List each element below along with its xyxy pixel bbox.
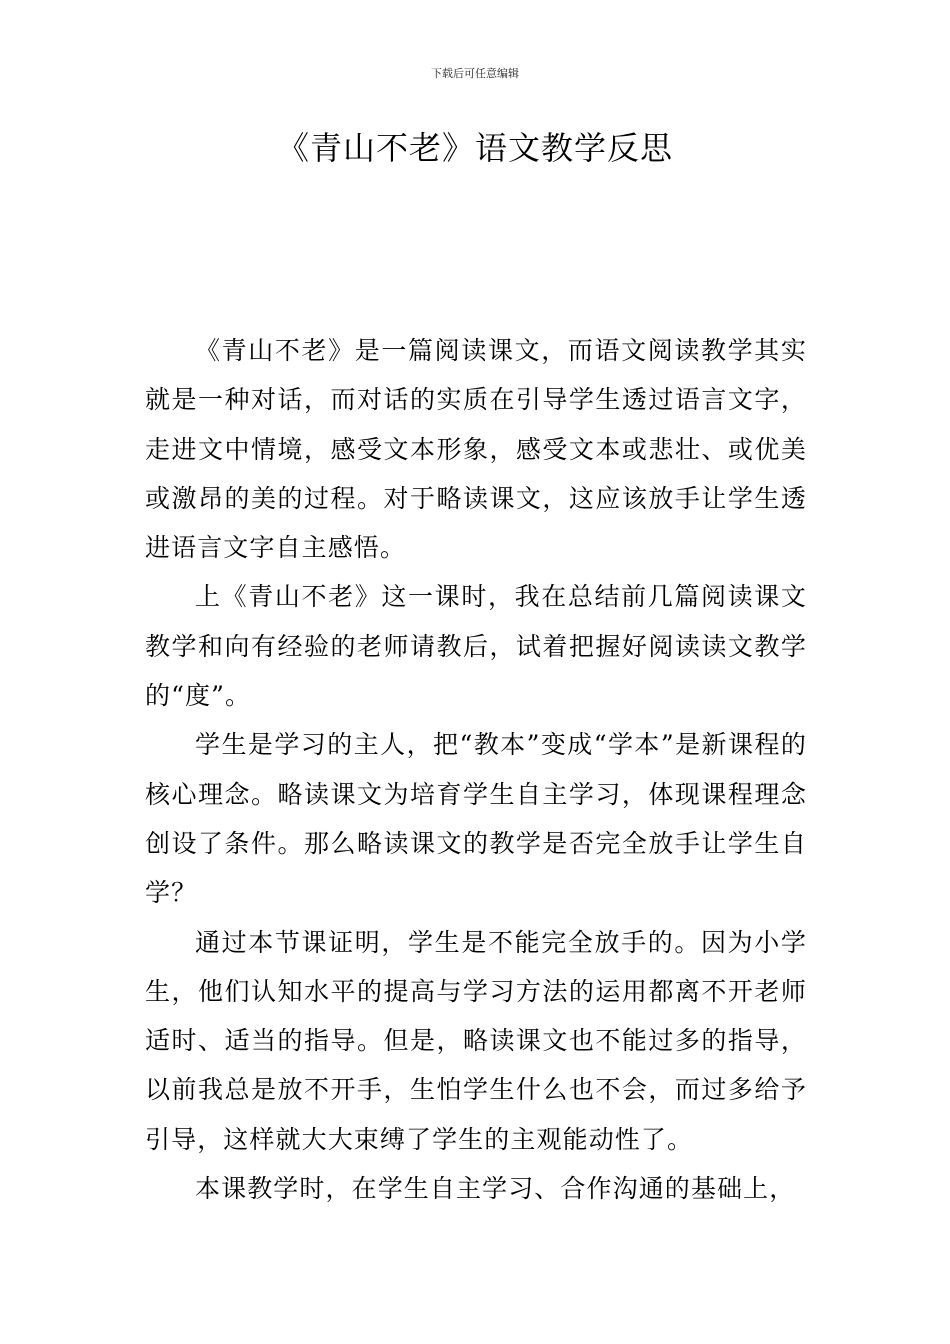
paragraph-1: 《青山不老》是一篇阅读课文，而语文阅读教学其实就是一种对话，而对话的实质在引导学生透过语言文字，走进文中情境，感受文本形象，感受文本或悲壮、或优美或激昂的美的过程。对于略读课文，这应该放手让学生透进语言文字自主感悟。 xyxy=(145,336,807,563)
header-note: 下载后可任意编辑 xyxy=(431,67,519,80)
document-title: 《青山不老》语文教学反思 xyxy=(276,129,673,167)
paragraph-4: 通过本节课证明，学生是不能完全放手的。因为小学生，他们认知水平的提高与学习方法的运用都离不开老师适时、适当的指导。但是，略读课文也不能过多的指导，以前我总是放不开手，生怕学生什么也不会，而过多给予引导，这样就大大束缚了学生的主观能动性了。 xyxy=(145,927,807,1154)
paragraph-2: 上《青山不老》这一课时，我在总结前几篇阅读课文教学和向有经验的老师请教后，试着把握好阅读读文教学的“度”。 xyxy=(145,582,807,711)
paragraph-3: 学生是学习的主人，把“教本”变成“学本”是新课程的核心理念。略读课文为培育学生自主学习，体现课程理念创设了条件。那么略读课文的教学是否完全放手让学生自学？ xyxy=(145,730,807,908)
paragraph-5: 本课教学时，在学生自主学习、合作沟通的基础上， xyxy=(195,1174,796,1204)
document-body xyxy=(145,326,807,1213)
